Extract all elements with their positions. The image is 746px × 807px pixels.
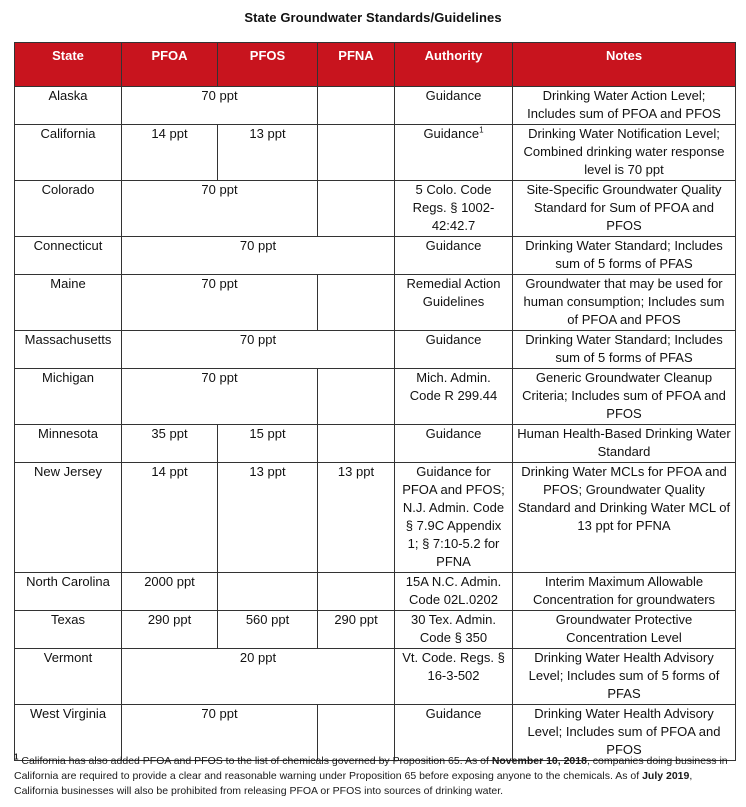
notes-cell: Human Health-Based Drinking Water Standard xyxy=(513,425,736,463)
pfos-cell: 13 ppt xyxy=(218,463,318,573)
pfoa-cell: 14 ppt xyxy=(122,463,218,573)
table-row xyxy=(15,705,736,761)
footnote-date-1: November 10, 2018 xyxy=(491,755,587,767)
authority-cell: Mich. Admin. Code R 299.44 xyxy=(395,369,513,425)
standards-table xyxy=(14,42,736,761)
pfna-cell xyxy=(318,87,395,125)
state-cell: North Carolina xyxy=(15,573,122,611)
state-cell: Massachusetts xyxy=(15,331,122,369)
pfna-cell xyxy=(318,181,395,237)
table-row xyxy=(15,611,736,649)
notes-cell: Drinking Water MCLs for PFOA and PFOS; Groundwater Quality Standard and Drinking Water MCL of 13 ppt for PFNA xyxy=(513,463,736,573)
table-row xyxy=(15,275,736,331)
table-row xyxy=(15,125,736,181)
table-row xyxy=(15,425,736,463)
state-cell: Maine xyxy=(15,275,122,331)
authority-cell xyxy=(395,125,513,181)
header-authority: Authority xyxy=(395,43,513,87)
state-cell: California xyxy=(15,125,122,181)
page-title: State Groundwater Standards/Guidelines xyxy=(244,10,502,25)
combined-value-cell: 70 ppt xyxy=(122,237,395,275)
pfna-cell: 13 ppt xyxy=(318,463,395,573)
pfoa-cell: 2000 ppt xyxy=(122,573,218,611)
footnote xyxy=(14,754,736,799)
pfna-cell xyxy=(318,125,395,181)
pfna-cell xyxy=(318,705,395,761)
pfna-cell xyxy=(318,425,395,463)
header-pfos: PFOS xyxy=(218,43,318,87)
pfos-cell: 560 ppt xyxy=(218,611,318,649)
authority-cell: Remedial Action Guidelines xyxy=(395,275,513,331)
footnote-text-part3: , California businesses will also be prohibited from releasing PFOA or PFOS into sources of drinking water. xyxy=(14,770,693,797)
header-pfoa: PFOA xyxy=(122,43,218,87)
table-header-row xyxy=(15,43,736,87)
notes-cell: Interim Maximum Allowable Concentration for groundwaters xyxy=(513,573,736,611)
notes-cell: Site-Specific Groundwater Quality Standard for Sum of PFOA and PFOS xyxy=(513,181,736,237)
authority-cell: Guidance xyxy=(395,331,513,369)
pfoa-cell: 35 ppt xyxy=(122,425,218,463)
table-row xyxy=(15,237,736,275)
header-pfna: PFNA xyxy=(318,43,395,87)
pfna-cell: 290 ppt xyxy=(318,611,395,649)
pfna-cell xyxy=(318,275,395,331)
notes-cell: Groundwater that may be used for human consumption; Includes sum of PFOA and PFOS xyxy=(513,275,736,331)
pfos-cell: 13 ppt xyxy=(218,125,318,181)
state-cell: Colorado xyxy=(15,181,122,237)
footnote-marker: 1 xyxy=(479,125,484,135)
pfos-cell: 15 ppt xyxy=(218,425,318,463)
pfos-cell xyxy=(218,573,318,611)
table-row xyxy=(15,573,736,611)
combined-value-cell: 20 ppt xyxy=(122,649,395,705)
header-state: State xyxy=(15,43,122,87)
notes-cell: Drinking Water Standard; Includes sum of 5 forms of PFAS xyxy=(513,237,736,275)
combined-value-cell: 70 ppt xyxy=(122,331,395,369)
authority-text: Guidance xyxy=(423,126,480,141)
footnote-text-part2: , companies doing business in California are required to provide a clear and reasonable warning under Proposition 65 before exposing anyone to the chemicals. As of xyxy=(14,755,728,782)
authority-cell: Guidance xyxy=(395,87,513,125)
combined-value-cell: 70 ppt xyxy=(122,87,318,125)
authority-cell: 5 Colo. Code Regs. § 1002-42:42.7 xyxy=(395,181,513,237)
table-row xyxy=(15,87,736,125)
table-row xyxy=(15,181,736,237)
header-notes: Notes xyxy=(513,43,736,87)
authority-cell: Guidance xyxy=(395,425,513,463)
combined-value-cell: 70 ppt xyxy=(122,705,318,761)
authority-cell: Guidance xyxy=(395,237,513,275)
table-row xyxy=(15,369,736,425)
state-cell: West Virginia xyxy=(15,705,122,761)
state-cell: Vermont xyxy=(15,649,122,705)
authority-cell: Guidance for PFOA and PFOS; N.J. Admin. Code § 7.9C Appendix 1; § 7:10-5.2 for PFNA xyxy=(395,463,513,573)
notes-cell: Drinking Water Health Advisory Level; Includes sum of 5 forms of PFAS xyxy=(513,649,736,705)
footnote-date-2: July 2019 xyxy=(642,770,690,782)
combined-value-cell: 70 ppt xyxy=(122,369,318,425)
authority-cell: 15A N.C. Admin. Code 02L.0202 xyxy=(395,573,513,611)
state-cell: Michigan xyxy=(15,369,122,425)
notes-cell: Drinking Water Action Level; Includes sum of PFOA and PFOS xyxy=(513,87,736,125)
notes-cell: Generic Groundwater Cleanup Criteria; Includes sum of PFOA and PFOS xyxy=(513,369,736,425)
authority-cell: Vt. Code. Regs. § 16-3-502 xyxy=(395,649,513,705)
combined-value-cell: 70 ppt xyxy=(122,181,318,237)
state-cell: Connecticut xyxy=(15,237,122,275)
footnote-marker: 1 xyxy=(14,752,19,762)
state-cell: Texas xyxy=(15,611,122,649)
notes-cell: Drinking Water Standard; Includes sum of 5 forms of PFAS xyxy=(513,331,736,369)
table-row xyxy=(15,649,736,705)
pfoa-cell: 14 ppt xyxy=(122,125,218,181)
state-cell: Minnesota xyxy=(15,425,122,463)
authority-cell: Guidance xyxy=(395,705,513,761)
notes-cell: Drinking Water Notification Level; Combined drinking water response level is 70 ppt xyxy=(513,125,736,181)
authority-cell: 30 Tex. Admin. Code § 350 xyxy=(395,611,513,649)
pfna-cell xyxy=(318,573,395,611)
notes-cell: Groundwater Protective Concentration Level xyxy=(513,611,736,649)
state-cell: New Jersey xyxy=(15,463,122,573)
table-row xyxy=(15,463,736,573)
footnote-text-part1: California has also added PFOA and PFOS to the list of chemicals governed by Proposition 65. As of xyxy=(21,755,492,767)
pfoa-cell: 290 ppt xyxy=(122,611,218,649)
state-cell: Alaska xyxy=(15,87,122,125)
table-row xyxy=(15,331,736,369)
combined-value-cell: 70 ppt xyxy=(122,275,318,331)
notes-cell: Drinking Water Health Advisory Level; Includes sum of PFOA and PFOS xyxy=(513,705,736,761)
pfna-cell xyxy=(318,369,395,425)
